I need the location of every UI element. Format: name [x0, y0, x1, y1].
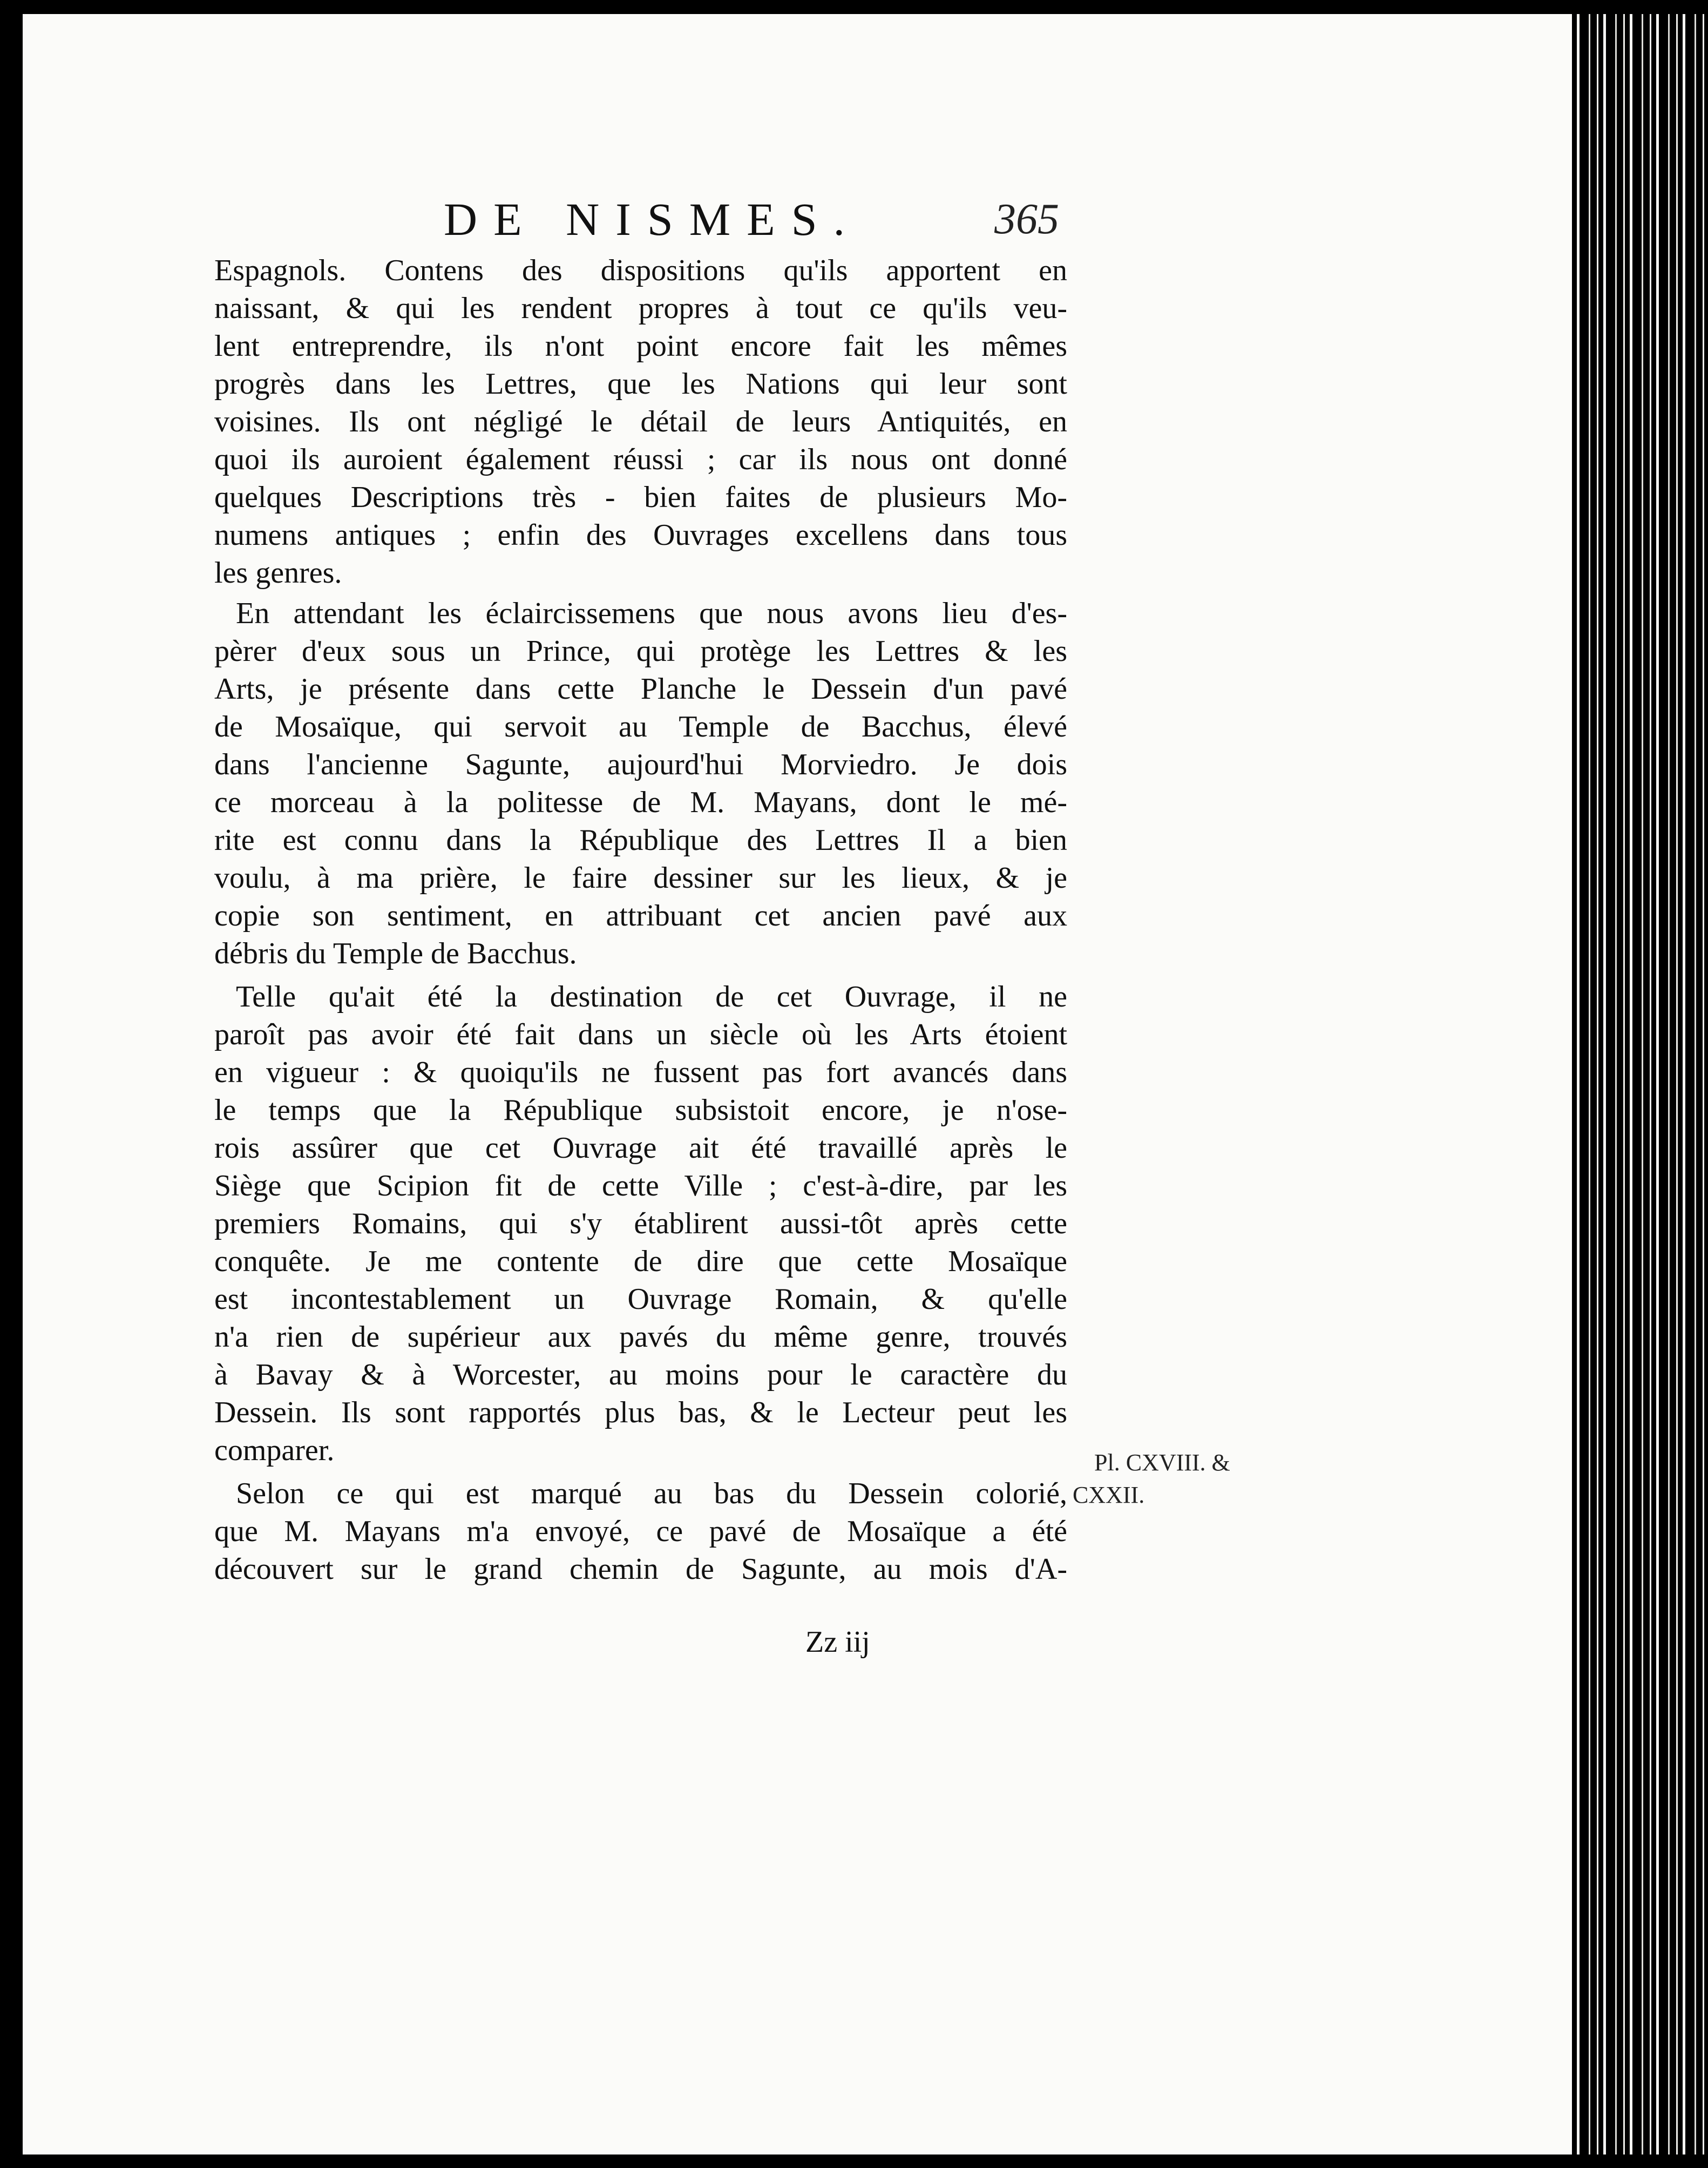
- text-line: n'a rien de supérieur aux pavés du même genre, trouvés: [214, 1320, 1067, 1354]
- text-line: pèrer d'eux sous un Prince, qui protège les Lettres & les: [214, 634, 1067, 668]
- text-line: débris du Temple de Bacchus.: [214, 937, 577, 970]
- signature-mark: Zz iij: [805, 1625, 870, 1659]
- text-line: Dessein. Ils sont rapportés plus bas, & le Lecteur peut les: [214, 1396, 1067, 1429]
- body-text: [23, 14, 1572, 2155]
- book-page: [23, 14, 1572, 2155]
- text-line: est incontestablement un Ouvrage Romain, & qu'elle: [214, 1282, 1067, 1316]
- text-line: quelques Descriptions très - bien faites de plusieurs Mo-: [214, 481, 1067, 514]
- text-line: numens antiques ; enfin des Ouvrages excellens dans tous: [214, 518, 1067, 552]
- text-line: en vigueur : & quoiqu'ils ne fussent pas fort avancés dans: [214, 1056, 1067, 1089]
- text-line: lent entreprendre, ils n'ont point encore fait les mêmes: [214, 329, 1067, 363]
- text-line: copie son sentiment, en attribuant cet ancien pavé aux: [214, 899, 1067, 933]
- text-line: le temps que la République subsistoit encore, je n'ose-: [214, 1093, 1067, 1127]
- text-line: Telle qu'ait été la destination de cet Ouvrage, il ne: [236, 980, 1067, 1014]
- text-line: découvert sur le grand chemin de Sagunte, au mois d'A-: [214, 1552, 1067, 1586]
- text-line: quoi ils auroient également réussi ; car ils nous ont donné: [214, 443, 1067, 476]
- page-number: 365: [994, 195, 1059, 243]
- text-line: Espagnols. Contens des dispositions qu'ils apportent en: [214, 254, 1067, 287]
- text-line: que M. Mayans m'a envoyé, ce pavé de Mosaïque a été: [214, 1515, 1067, 1548]
- text-line: Arts, je présente dans cette Planche le Dessein d'un pavé: [214, 672, 1067, 706]
- text-line: conquête. Je me contente de dire que cette Mosaïque: [214, 1245, 1067, 1278]
- text-line: à Bavay & à Worcester, au moins pour le caractère du: [214, 1358, 1067, 1392]
- book-spine-edge: [1572, 14, 1708, 2155]
- text-line: En attendant les éclaircissemens que nous avons lieu d'es-: [236, 597, 1067, 630]
- text-line: dans l'ancienne Sagunte, aujourd'hui Morviedro. Je dois: [214, 748, 1067, 781]
- text-line: rois assûrer que cet Ouvrage ait été travaillé après le: [214, 1131, 1067, 1165]
- text-line: Selon ce qui est marqué au bas du Dessein colorié,: [236, 1477, 1067, 1510]
- text-line: ce morceau à la politesse de M. Mayans, dont le mé-: [214, 786, 1067, 819]
- text-line: de Mosaïque, qui servoit au Temple de Bacchus, élevé: [214, 710, 1067, 744]
- text-line: paroît pas avoir été fait dans un siècle où les Arts étoient: [214, 1018, 1067, 1051]
- text-line: naissant, & qui les rendent propres à tout ce qu'ils veu-: [214, 292, 1067, 325]
- text-line: progrès dans les Lettres, que les Nations qui leur sont: [214, 367, 1067, 401]
- running-title: DE NISMES.: [444, 193, 862, 245]
- text-line: les genres.: [214, 556, 342, 590]
- text-line: voisines. Ils ont négligé le détail de leurs Antiquités, en: [214, 405, 1067, 438]
- margin-note-line1: Pl. CXVIII. &: [1094, 1449, 1230, 1476]
- margin-note-line2: CXXII.: [1073, 1482, 1145, 1508]
- text-line: voulu, à ma prière, le faire dessiner sur les lieux, & je: [214, 861, 1067, 895]
- text-line: Siège que Scipion fit de cette Ville ; c'est-à-dire, par les: [214, 1169, 1067, 1203]
- text-line: premiers Romains, qui s'y établirent aussi-tôt après cette: [214, 1207, 1067, 1240]
- text-line: comparer.: [214, 1434, 335, 1467]
- text-line: rite est connu dans la République des Lettres Il a bien: [214, 823, 1067, 857]
